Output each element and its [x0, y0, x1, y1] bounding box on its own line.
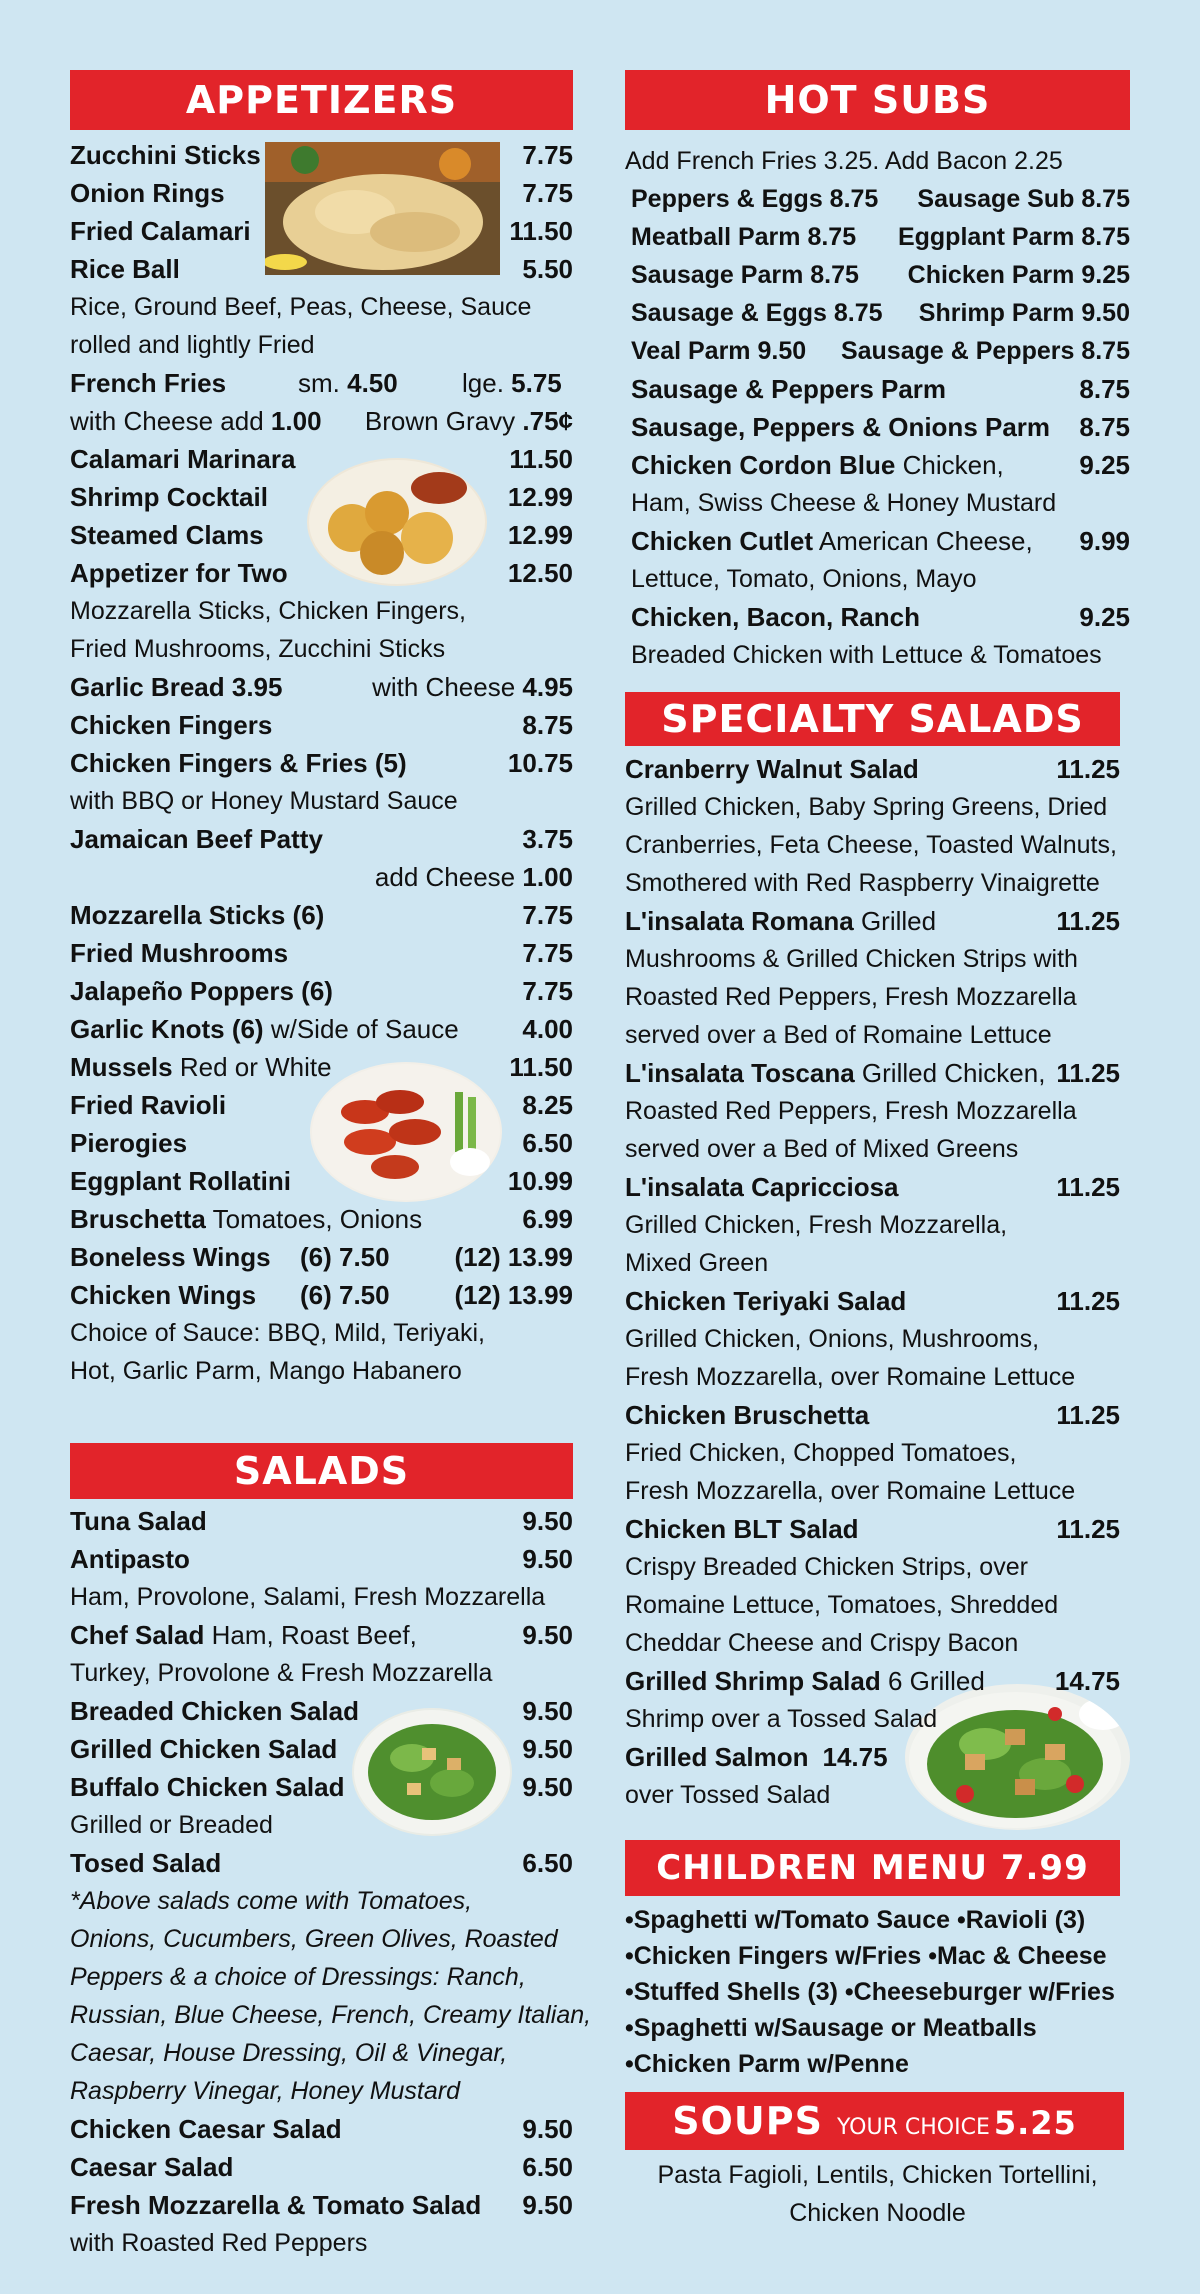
item-description: Grilled Chicken, Baby Spring Greens, Dried [625, 793, 1108, 821]
item-name: Chicken Fingers & Fries (5) [70, 748, 407, 778]
item-price: (12) 13.99 [454, 1280, 573, 1310]
item-shrimp-cocktail [70, 478, 573, 516]
item-name: Mozzarella Sticks (6) [70, 900, 325, 930]
item-grilled-shrimp-salad [625, 1662, 1120, 1700]
item-boneless-wings [70, 1238, 573, 1276]
item-name: Boneless Wings [70, 1242, 271, 1272]
specialty-salads-title: SPECIALTY SALADS [661, 697, 1084, 741]
item-name: Calamari Marinara [70, 444, 296, 474]
item-name: Appetizer for Two [70, 558, 288, 588]
item-antipasto [70, 1540, 573, 1578]
item-name: Steamed Clams [70, 520, 264, 550]
item-insalata-capricciosa [625, 1168, 1120, 1206]
item-steamed-clams [70, 516, 573, 554]
item-tuna-salad [70, 1502, 573, 1540]
item-price: 8.25 [522, 1090, 573, 1120]
item-french-fries [70, 364, 573, 402]
specialty-salads-banner [625, 692, 1120, 746]
item-name: Fried Calamari [70, 216, 251, 246]
item-price: 3.95 [231, 672, 283, 702]
item-description: Fried Chicken, Chopped Tomatoes, [625, 1439, 1017, 1467]
item-description: Choice of Sauce: BBQ, Mild, Teriyaki, [70, 1319, 485, 1347]
item-description: Mushrooms & Grilled Chicken Strips with [625, 945, 1078, 973]
item-price: (12) 13.99 [454, 1242, 573, 1272]
soups-description: Chicken Noodle [789, 2199, 966, 2227]
item-name: Chicken Fingers [70, 710, 273, 740]
item-price: 7.75 [522, 976, 573, 1006]
hot-subs-row [625, 180, 1130, 218]
children-menu-banner [625, 1840, 1120, 1896]
item-chicken-caesar-salad [70, 2110, 573, 2148]
item-name: Onion Rings [70, 178, 225, 208]
item-caesar-salad [70, 2148, 573, 2186]
sub-item: Sausage & Peppers 8.75 [840, 337, 1130, 365]
item-description: Roasted Red Peppers, Fresh Mozzarella [625, 1097, 1077, 1125]
item-price: 5.75 [511, 368, 562, 398]
addon-price: .75¢ [522, 406, 573, 436]
item-description: Hot, Garlic Parm, Mango Habanero [70, 1357, 462, 1385]
item-fried-ravioli [70, 1086, 573, 1124]
item-garlic-knots [70, 1010, 573, 1048]
item-price: 11.50 [509, 216, 573, 246]
item-pierogies [70, 1124, 573, 1162]
item-price: 12.99 [507, 482, 573, 512]
addon-price: 4.95 [522, 672, 573, 702]
children-menu-line: •Chicken Parm w/Penne [625, 2050, 909, 2078]
salads-banner [70, 1443, 573, 1499]
item-price: 11.25 [1056, 906, 1120, 936]
item-price: 8.75 [1079, 412, 1130, 442]
children-menu-line: •Spaghetti w/Tomato Sauce •Ravioli (3) [625, 1906, 1086, 1934]
item-name: Rice Ball [70, 254, 180, 284]
item-fried-mushrooms [70, 934, 573, 972]
item-jamaican-beef-patty [70, 820, 573, 858]
item-fresh-mozzarella-tomato-salad [70, 2186, 573, 2224]
item-name: Fried Ravioli [70, 1090, 227, 1120]
sub-item: Eggplant Parm 8.75 [897, 223, 1130, 251]
item-price: 7.75 [522, 900, 573, 930]
item-name: French Fries [70, 368, 227, 398]
appetizers-banner [70, 70, 573, 130]
item-description: Shrimp over a Tossed Salad [625, 1705, 938, 1733]
item-name: Garlic Knots (6) [70, 1014, 264, 1044]
item-description: Crispy Breaded Chicken Strips, over [625, 1553, 1028, 1581]
item-price: (6) 7.50 [300, 1242, 390, 1272]
item-chicken-cutlet [631, 522, 1130, 560]
item-sausage-peppers-onions-parm [631, 408, 1130, 446]
item-price: 11.25 [1056, 1058, 1120, 1088]
item-name: Fried Mushrooms [70, 938, 289, 968]
children-menu-title: CHILDREN MENU 7.99 [656, 1848, 1089, 1888]
item-name: Garlic Bread [70, 672, 225, 702]
item-price: 9.50 [522, 1544, 573, 1574]
sub-item: Peppers & Eggs 8.75 [631, 185, 879, 213]
addon-label: with Cheese add [70, 406, 264, 436]
item-price: 5.50 [522, 254, 573, 284]
children-menu-line: •Stuffed Shells (3) •Cheeseburger w/Fries [625, 1978, 1115, 2006]
item-name: Grilled Salmon [625, 1742, 809, 1772]
item-price: 4.00 [522, 1014, 573, 1044]
item-tossed-salad [70, 1844, 573, 1882]
item-price: 9.50 [522, 2114, 573, 2144]
item-note: w/Side of Sauce [270, 1014, 459, 1044]
item-mozzarella-sticks [70, 896, 573, 934]
item-price: 9.50 [522, 1506, 573, 1536]
item-sausage-peppers-parm [631, 370, 1130, 408]
item-price: 8.75 [522, 710, 573, 740]
item-mussels [70, 1048, 573, 1086]
item-price: 9.50 [522, 1696, 573, 1726]
salads-title: SALADS [233, 1449, 410, 1493]
sub-item: Sausage Sub 8.75 [917, 185, 1130, 213]
item-chicken-bruschetta [625, 1396, 1120, 1434]
item-name: Chicken BLT Salad [625, 1514, 859, 1544]
item-appetizer-for-two [70, 554, 573, 592]
hot-subs-title: HOT SUBS [764, 78, 991, 122]
item-garlic-bread [70, 668, 573, 706]
item-zucchini-sticks [70, 136, 573, 174]
item-price: 9.50 [522, 2190, 573, 2220]
item-price: 6.99 [522, 1204, 573, 1234]
item-eggplant-rollatini [70, 1162, 573, 1200]
hot-subs-banner [625, 70, 1130, 130]
salads-note: Russian, Blue Cheese, French, Creamy Italian, [70, 2001, 592, 2029]
item-note: Red or White [179, 1052, 332, 1082]
item-note: Ham, Roast Beef, [211, 1620, 417, 1650]
salads-note: Peppers & a choice of Dressings: Ranch, [70, 1963, 526, 1991]
item-price: 7.75 [522, 140, 573, 170]
item-fries-addons [70, 402, 573, 440]
item-note: Chicken, [902, 450, 1004, 480]
item-description: Fresh Mozzarella, over Romaine Lettuce [625, 1477, 1076, 1505]
item-onion-rings [70, 174, 573, 212]
addon-price: 1.00 [522, 862, 573, 892]
item-name: Jamaican Beef Patty [70, 824, 323, 854]
item-description: Roasted Red Peppers, Fresh Mozzarella [625, 983, 1077, 1011]
item-price: 14.75 [1054, 1666, 1120, 1696]
soups-banner [625, 2092, 1124, 2150]
item-price: 11.25 [1056, 1400, 1120, 1430]
item-description: Turkey, Provolone & Fresh Mozzarella [70, 1659, 493, 1687]
item-chicken-cordon-blue [631, 446, 1130, 484]
item-name: Antipasto [70, 1544, 190, 1574]
item-description: Cranberries, Feta Cheese, Toasted Walnuts, [625, 831, 1117, 859]
addon-label: with Cheese [372, 672, 516, 702]
item-price: 7.75 [522, 938, 573, 968]
item-price: 11.25 [1056, 1286, 1120, 1316]
item-name: Caesar Salad [70, 2152, 234, 2182]
item-name: Grilled Shrimp Salad [625, 1666, 881, 1696]
item-name: Sausage & Peppers Parm [631, 374, 947, 404]
addon-label: add Cheese [374, 862, 516, 892]
item-insalata-romana [625, 902, 1120, 940]
item-price: 8.75 [1079, 374, 1130, 404]
item-description: with BBQ or Honey Mustard Sauce [70, 787, 458, 815]
item-price: 9.25 [1079, 450, 1130, 480]
item-description: served over a Bed of Romaine Lettuce [625, 1021, 1052, 1049]
item-chicken-fingers-fries [70, 744, 573, 782]
item-name: Fresh Mozzarella & Tomato Salad [70, 2190, 482, 2220]
soups-title: SOUPS [672, 2099, 823, 2143]
item-price: 6.50 [522, 1848, 573, 1878]
item-price: 12.99 [507, 520, 573, 550]
item-chicken-bacon-ranch [631, 598, 1130, 636]
item-breaded-chicken-salad [70, 1692, 573, 1730]
soups-choice-label: YOUR CHOICE [836, 2115, 990, 2140]
item-description: Breaded Chicken with Lettuce & Tomatoes [631, 641, 1102, 669]
item-description: Romaine Lettuce, Tomatoes, Shredded [625, 1591, 1059, 1619]
item-name: Chicken Teriyaki Salad [625, 1286, 907, 1316]
appetizers-title: APPETIZERS [185, 78, 458, 122]
item-chicken-teriyaki-salad [625, 1282, 1120, 1320]
item-price: 14.75 [822, 1742, 888, 1772]
item-name: Mussels [70, 1052, 173, 1082]
item-description: Grilled Chicken, Fresh Mozzarella, [625, 1211, 1008, 1239]
salads-note: *Above salads come with Tomatoes, [70, 1887, 473, 1915]
item-name: Chicken Cutlet [631, 526, 814, 556]
item-name: Buffalo Chicken Salad [70, 1772, 345, 1802]
item-price: 11.25 [1056, 1172, 1120, 1202]
sub-item: Shrimp Parm 9.50 [918, 299, 1130, 327]
addon-price: 1.00 [270, 406, 322, 436]
hot-subs-row [625, 294, 1130, 332]
sub-item: Veal Parm 9.50 [631, 337, 807, 365]
item-description: Grilled or Breaded [70, 1811, 273, 1839]
item-name: Chicken, Bacon, Ranch [631, 602, 920, 632]
item-description: Fresh Mozzarella, over Romaine Lettuce [625, 1363, 1076, 1391]
item-price: 10.99 [507, 1166, 573, 1196]
hot-subs-row [625, 332, 1130, 370]
item-name: Chicken Bruschetta [625, 1400, 870, 1430]
item-price: 9.99 [1079, 526, 1130, 556]
item-patty-addon [70, 858, 573, 896]
item-price: 6.50 [522, 2152, 573, 2182]
size-label: sm. [298, 368, 340, 398]
item-price: 4.50 [347, 368, 398, 398]
item-price: 11.25 [1056, 754, 1120, 784]
item-description: Cheddar Cheese and Crispy Bacon [625, 1629, 1019, 1657]
item-price: 9.50 [522, 1772, 573, 1802]
salads-note: Onions, Cucumbers, Green Olives, Roasted [70, 1925, 558, 1953]
item-grilled-chicken-salad [70, 1730, 573, 1768]
salads-note: Caesar, House Dressing, Oil & Vinegar, [70, 2039, 508, 2067]
item-name: Eggplant Rollatini [70, 1166, 291, 1196]
item-name: Chicken Wings [70, 1280, 257, 1310]
item-jalapeno-poppers [70, 972, 573, 1010]
item-description: Grilled Chicken, Onions, Mushrooms, [625, 1325, 1040, 1353]
item-name: Tosed Salad [70, 1848, 222, 1878]
item-description: Mixed Green [625, 1249, 769, 1277]
item-chicken-blt-salad [625, 1510, 1120, 1548]
hot-subs-addons: Add French Fries 3.25. Add Bacon 2.25 [625, 147, 1063, 175]
hot-subs-row [625, 218, 1130, 256]
item-price: 11.50 [509, 1052, 573, 1082]
item-name: Breaded Chicken Salad [70, 1696, 359, 1726]
item-name: Grilled Chicken Salad [70, 1734, 338, 1764]
item-name: Bruschetta [70, 1204, 206, 1234]
soups-description: Pasta Fagioli, Lentils, Chicken Tortellini, [657, 2161, 1098, 2189]
item-price: 11.50 [509, 444, 573, 474]
item-price: 9.25 [1079, 602, 1130, 632]
item-name: L'insalata Capricciosa [625, 1172, 899, 1202]
children-menu-line: •Spaghetti w/Sausage or Meatballs [625, 2014, 1037, 2042]
item-price: 3.75 [522, 824, 573, 854]
item-calamari-marinara [70, 440, 573, 478]
item-price: 7.75 [522, 178, 573, 208]
item-price: 11.25 [1056, 1514, 1120, 1544]
item-bruschetta [70, 1200, 573, 1238]
addon-label: Brown Gravy [364, 406, 516, 436]
item-name: Chicken Cordon Blue [631, 450, 896, 480]
item-price: 6.50 [522, 1128, 573, 1158]
item-chef-salad [70, 1616, 573, 1654]
item-name: Tuna Salad [70, 1506, 207, 1536]
item-description: rolled and lightly Fried [70, 331, 315, 359]
item-name: Chef Salad [70, 1620, 205, 1650]
item-price: 9.50 [522, 1620, 573, 1650]
soups-price: 5.25 [993, 2104, 1077, 2142]
item-description: Rice, Ground Beef, Peas, Cheese, Sauce [70, 293, 532, 321]
item-name: L'insalata Toscana [625, 1058, 855, 1088]
item-description: Ham, Swiss Cheese & Honey Mustard [631, 489, 1057, 517]
item-price: 10.75 [507, 748, 573, 778]
item-name: Sausage, Peppers & Onions Parm [631, 412, 1051, 442]
item-note: Grilled [860, 906, 937, 936]
size-label: lge. [462, 368, 504, 398]
item-name: Jalapeño Poppers (6) [70, 976, 333, 1006]
item-description: Lettuce, Tomato, Onions, Mayo [631, 565, 977, 593]
item-description: Smothered with Red Raspberry Vinaigrette [625, 869, 1100, 897]
item-description: Mozzarella Sticks, Chicken Fingers, [70, 597, 466, 625]
item-name: Pierogies [70, 1128, 188, 1158]
item-description: over Tossed Salad [625, 1781, 831, 1809]
children-menu-line: •Chicken Fingers w/Fries •Mac & Cheese [625, 1942, 1107, 1970]
item-insalata-toscana [625, 1054, 1120, 1092]
item-note: Tomatoes, Onions [212, 1204, 423, 1234]
hot-subs-row [625, 256, 1130, 294]
item-name: Zucchini Sticks [70, 140, 261, 170]
item-chicken-fingers [70, 706, 573, 744]
item-name: L'insalata Romana [625, 906, 854, 936]
item-description: served over a Bed of Mixed Greens [625, 1135, 1019, 1163]
sub-item: Sausage & Eggs 8.75 [631, 299, 883, 327]
item-price: 12.50 [507, 558, 573, 588]
item-note: 6 Grilled [887, 1666, 985, 1696]
item-name: Shrimp Cocktail [70, 482, 268, 512]
item-fried-calamari [70, 212, 573, 250]
item-rice-ball [70, 250, 573, 288]
item-description: with Roasted Red Peppers [70, 2229, 368, 2257]
item-description: Fried Mushrooms, Zucchini Sticks [70, 635, 446, 663]
salads-note: Raspberry Vinegar, Honey Mustard [70, 2077, 461, 2105]
sub-item: Sausage Parm 8.75 [631, 261, 859, 289]
sub-item: Meatball Parm 8.75 [631, 223, 857, 251]
item-description: Ham, Provolone, Salami, Fresh Mozzarella [70, 1583, 546, 1611]
item-buffalo-chicken-salad [70, 1768, 573, 1806]
item-chicken-wings [70, 1276, 573, 1314]
item-price: (6) 7.50 [300, 1280, 390, 1310]
item-name: Chicken Caesar Salad [70, 2114, 342, 2144]
item-name: Cranberry Walnut Salad [625, 754, 919, 784]
item-note: American Cheese, [818, 526, 1033, 556]
item-note: Grilled Chicken, [861, 1058, 1046, 1088]
sub-item: Chicken Parm 9.25 [907, 261, 1130, 289]
item-price: 9.50 [522, 1734, 573, 1764]
item-grilled-salmon [625, 1738, 1130, 1776]
item-cranberry-walnut-salad [625, 750, 1120, 788]
